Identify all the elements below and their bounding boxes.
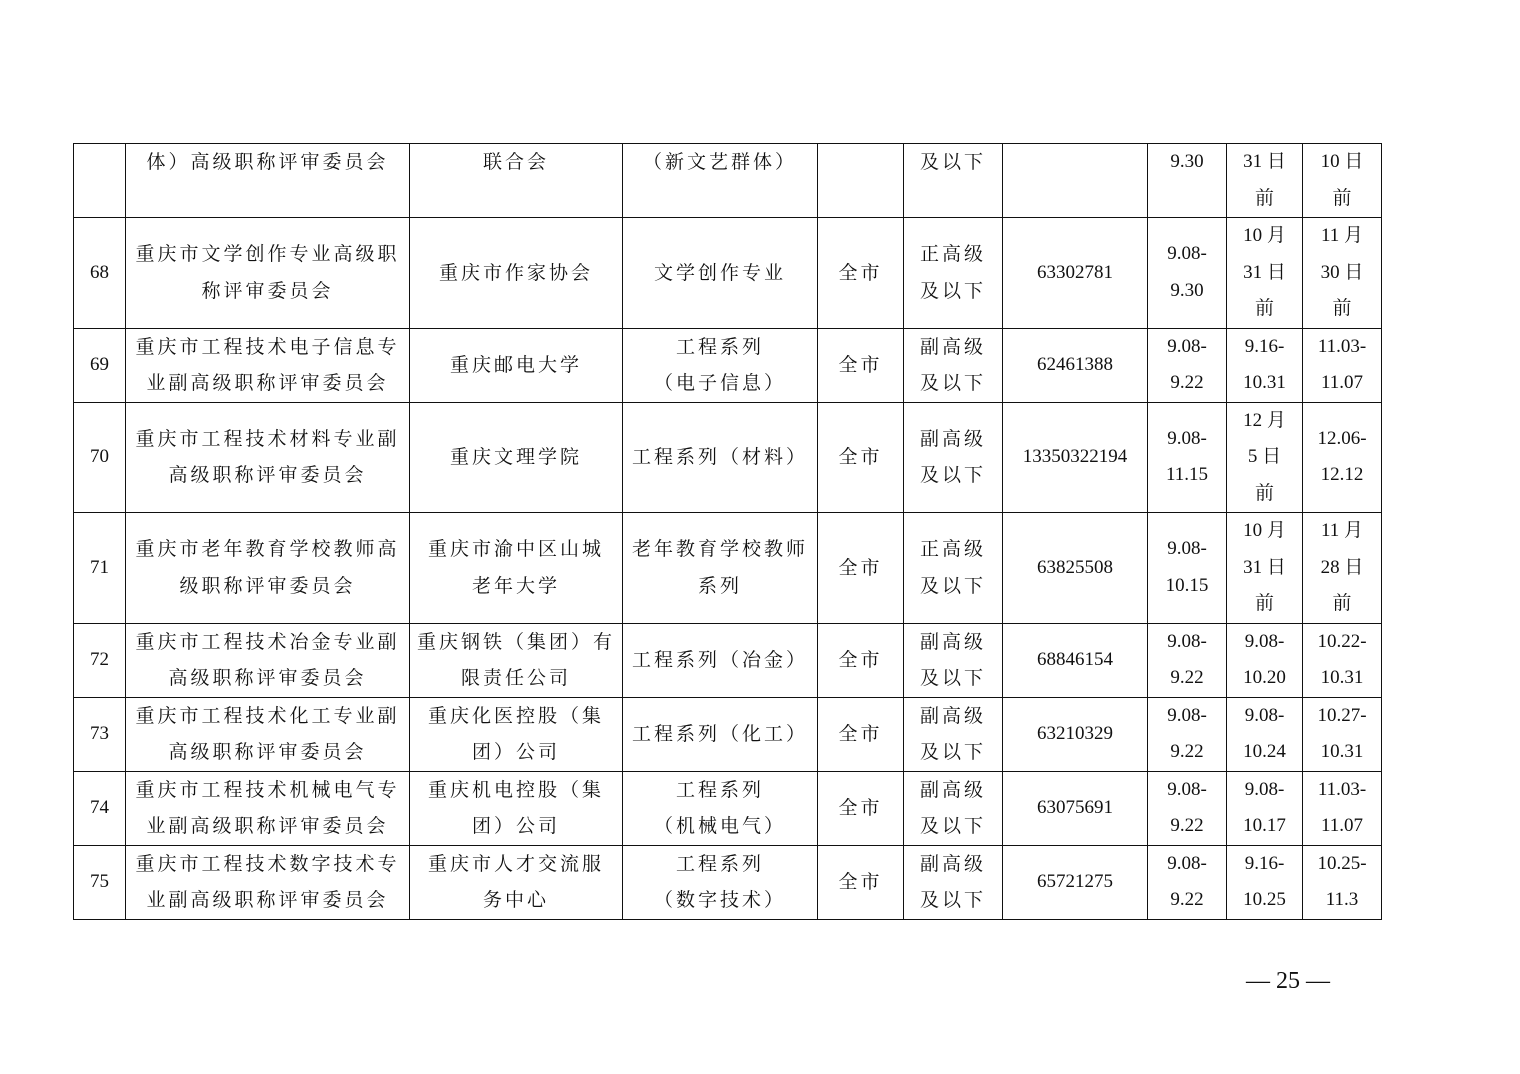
declaration-period-text: 9.08- 9.30 [1167,243,1207,301]
table-cell-title-series [623,218,818,329]
table-cell-contact-phone [1003,513,1148,624]
table-cell-committee-name [126,845,410,919]
review-level-text: 副高级 及以下 [919,852,986,911]
table-cell-meeting-date [1303,623,1382,697]
title-series-text: 工程系列（材料） [631,446,808,468]
contact-phone-text: 63075691 [1037,796,1113,818]
table-row [74,845,1382,919]
committee-name-text: 重庆市工程技术数字技术专 业副高级职称评审委员会 [135,852,400,911]
table-cell-meeting-date [1303,513,1382,624]
table-cell-title-series [623,402,818,513]
review-scope-text: 全市 [838,796,883,819]
organizer-unit-text: 重庆化医控股（集 团）公司 [427,704,604,763]
meeting-date-text: 10 日 前 [1320,151,1364,209]
title-series-text: 工程系列（化工） [631,722,808,745]
table-row [74,623,1382,697]
meeting-date-text: 11.03- 11.07 [1317,335,1367,393]
table-cell-row-number [74,402,126,513]
review-period-text: 9.08- 10.20 [1243,630,1286,688]
meeting-date-text: 11 月 28 日 前 [1320,520,1364,614]
table-cell-review-period [1227,513,1303,624]
table-cell-meeting-date [1303,144,1382,218]
contact-phone-text: 63302781 [1037,261,1113,283]
review-scope-text: 全市 [838,353,883,376]
table-cell-row-number [74,328,126,402]
organizer-unit-text: 重庆市作家协会 [438,261,593,284]
table-cell-organizer-unit [410,402,623,513]
table-cell-row-number [74,218,126,329]
row-number-text: 75 [90,870,109,892]
table-cell-review-scope [818,144,904,218]
committee-name-text: 重庆市工程技术电子信息专 业副高级职称评审委员会 [135,335,400,394]
table-cell-declaration-period [1148,328,1227,402]
review-period-text: 10 月 31 日 前 [1243,225,1286,319]
review-level-text: 副高级 及以下 [919,778,986,837]
contact-phone-text: 13350322194 [1022,446,1128,467]
table-cell-row-number [74,513,126,624]
table-cell-contact-phone [1003,218,1148,329]
table-cell-review-scope [818,513,904,624]
table-cell-committee-name [126,771,410,845]
table-cell-row-number [74,697,126,771]
committee-name-text: 重庆市工程技术材料专业副 高级职称评审委员会 [135,427,400,487]
meeting-date-text: 11.03- 11.07 [1317,778,1367,836]
review-period-text: 9.16- 10.25 [1243,852,1286,910]
table-cell-organizer-unit [410,771,623,845]
table-cell-review-scope [818,328,904,402]
review-scope-text: 全市 [838,648,883,671]
organizer-unit-text: 重庆文理学院 [449,446,582,468]
contact-phone-text: 63210329 [1037,722,1113,744]
table-cell-contact-phone [1003,402,1148,513]
table-cell-declaration-period [1148,845,1227,919]
table-cell-review-level [904,218,1003,329]
table-cell-review-scope [818,218,904,329]
review-period-text: 9.08- 10.24 [1243,704,1286,762]
meeting-date-text: 10.27- 10.31 [1317,704,1367,762]
table-body [74,144,1382,920]
title-series-text: （新文艺群体） [642,151,797,173]
table-cell-title-series [623,623,818,697]
contact-phone-text: 62461388 [1037,353,1113,375]
review-level-text: 副高级 及以下 [919,704,986,763]
review-level-text: 及以下 [919,151,986,173]
table-cell-contact-phone [1003,771,1148,845]
table-cell-title-series [623,513,818,624]
table-cell-organizer-unit [410,697,623,771]
declaration-period-text: 9.30 [1170,151,1204,172]
committee-name-text: 体）高级职称评审委员会 [146,151,389,173]
title-series-text: 工程系列（冶金） [631,648,808,671]
committee-name-text: 重庆市工程技术冶金专业副 高级职称评审委员会 [135,630,400,689]
table-cell-row-number [74,771,126,845]
row-number-text: 74 [90,796,109,818]
review-scope-text: 全市 [838,261,883,284]
declaration-period-text: 9.08- 9.22 [1167,335,1207,393]
table-cell-declaration-period [1148,218,1227,329]
review-scope-text: 全市 [838,556,883,579]
table-cell-title-series [623,144,818,218]
table-row [74,144,1382,218]
table-row [74,771,1382,845]
table-cell-organizer-unit [410,328,623,402]
review-period-text: 12 月 5 日 前 [1243,409,1286,504]
table-cell-review-period [1227,218,1303,329]
table-cell-declaration-period [1148,771,1227,845]
table-cell-meeting-date [1303,218,1382,329]
table-cell-review-level [904,771,1003,845]
table-cell-row-number [74,144,126,218]
table-cell-contact-phone [1003,623,1148,697]
declaration-period-text: 9.08- 9.22 [1167,704,1207,762]
table-cell-review-scope [818,845,904,919]
table-cell-review-period [1227,845,1303,919]
table-cell-review-level [904,144,1003,218]
table-cell-contact-phone [1003,697,1148,771]
table-cell-title-series [623,697,818,771]
table-cell-review-scope [818,697,904,771]
organizer-unit-text: 重庆邮电大学 [449,353,582,376]
organizer-unit-text: 联合会 [482,151,549,173]
table-cell-review-period [1227,402,1303,513]
table-cell-committee-name [126,144,410,218]
title-series-text: 工程系列 （电子信息） [653,335,786,394]
review-level-text: 副高级 及以下 [919,427,986,487]
review-period-text: 31 日 前 [1243,151,1286,209]
review-level-text: 副高级 及以下 [919,630,986,689]
table-cell-review-level [904,328,1003,402]
table-cell-declaration-period [1148,623,1227,697]
table-row [74,697,1382,771]
review-scope-text: 全市 [838,722,883,745]
table-cell-contact-phone [1003,845,1148,919]
table-cell-review-scope [818,623,904,697]
table-cell-contact-phone [1003,328,1148,402]
review-level-text: 正高级 及以下 [919,538,986,597]
table-cell-organizer-unit [410,218,623,329]
meeting-date-text: 10.25- 11.3 [1317,852,1367,910]
organizer-unit-text: 重庆市渝中区山城 老年大学 [427,538,604,597]
table-cell-title-series [623,845,818,919]
meeting-date-text: 11 月 30 日 前 [1320,225,1364,319]
table-row [74,513,1382,624]
table-cell-committee-name [126,623,410,697]
table-cell-declaration-period [1148,402,1227,513]
table-cell-review-period [1227,697,1303,771]
table-cell-organizer-unit [410,513,623,624]
table-cell-review-period [1227,328,1303,402]
committee-name-text: 重庆市工程技术机械电气专 业副高级职称评审委员会 [135,778,400,837]
committee-name-text: 重庆市文学创作专业高级职 称评审委员会 [135,243,400,302]
table-cell-declaration-period [1148,697,1227,771]
declaration-period-text: 9.08- 9.22 [1167,778,1207,836]
committee-name-text: 重庆市工程技术化工专业副 高级职称评审委员会 [135,704,400,763]
table-cell-committee-name [126,697,410,771]
row-number-text: 71 [90,556,109,578]
table-row [74,328,1382,402]
table-cell-meeting-date [1303,771,1382,845]
review-period-text: 10 月 31 日 前 [1243,520,1286,614]
table-cell-organizer-unit [410,623,623,697]
table-cell-committee-name [126,513,410,624]
row-number-text: 69 [90,353,109,375]
table-cell-title-series [623,771,818,845]
review-level-text: 副高级 及以下 [919,335,986,394]
table-cell-row-number [74,623,126,697]
review-period-text: 9.16- 10.31 [1243,335,1286,393]
table-cell-committee-name [126,402,410,513]
review-level-text: 正高级 及以下 [919,243,986,302]
table-cell-meeting-date [1303,697,1382,771]
table-cell-review-level [904,697,1003,771]
review-scope-text: 全市 [838,870,883,893]
declaration-period-text: 9.08- 9.22 [1167,852,1207,910]
title-series-text: 老年教育学校教师 系列 [631,538,808,597]
row-number-text: 70 [90,446,109,467]
table-row [74,218,1382,329]
organizer-unit-text: 重庆钢铁（集团）有 限责任公司 [416,630,615,689]
table-cell-review-period [1227,771,1303,845]
row-number-text: 73 [90,722,109,744]
table-cell-meeting-date [1303,328,1382,402]
table-cell-review-level [904,513,1003,624]
page-number: — 25 — [1246,968,1330,994]
title-series-text: 文学创作专业 [653,261,786,284]
contact-phone-text: 68846154 [1037,648,1113,670]
meeting-date-text: 10.22- 10.31 [1317,630,1367,688]
table-cell-review-level [904,623,1003,697]
committee-table [73,143,1382,920]
organizer-unit-text: 重庆市人才交流服 务中心 [427,852,604,911]
table-cell-review-scope [818,402,904,513]
meeting-date-text: 12.06- 12.12 [1317,427,1367,486]
review-scope-text: 全市 [838,446,883,468]
declaration-period-text: 9.08- 10.15 [1165,538,1209,596]
table-row [74,402,1382,513]
row-number-text: 72 [90,648,109,670]
table-cell-review-scope [818,771,904,845]
table-cell-declaration-period [1148,513,1227,624]
row-number-text: 68 [90,261,109,283]
table-cell-review-level [904,845,1003,919]
table-cell-row-number [74,845,126,919]
declaration-period-text: 9.08- 11.15 [1165,427,1209,486]
table-cell-review-period [1227,623,1303,697]
table-cell-organizer-unit [410,845,623,919]
title-series-text: 工程系列 （机械电气） [653,778,786,837]
declaration-period-text: 9.08- 9.22 [1167,630,1207,688]
review-period-text: 9.08- 10.17 [1243,778,1286,836]
table-cell-contact-phone [1003,144,1148,218]
contact-phone-text: 65721275 [1037,870,1113,892]
table-cell-declaration-period [1148,144,1227,218]
committee-name-text: 重庆市老年教育学校教师高 级职称评审委员会 [135,538,400,597]
title-series-text: 工程系列 （数字技术） [653,852,786,911]
table-cell-meeting-date [1303,402,1382,513]
table-cell-review-level [904,402,1003,513]
table-cell-meeting-date [1303,845,1382,919]
organizer-unit-text: 重庆机电控股（集 团）公司 [427,778,604,837]
table-cell-review-period [1227,144,1303,218]
table-cell-committee-name [126,328,410,402]
table-cell-organizer-unit [410,144,623,218]
table-cell-title-series [623,328,818,402]
contact-phone-text: 63825508 [1037,556,1113,578]
table-cell-committee-name [126,218,410,329]
